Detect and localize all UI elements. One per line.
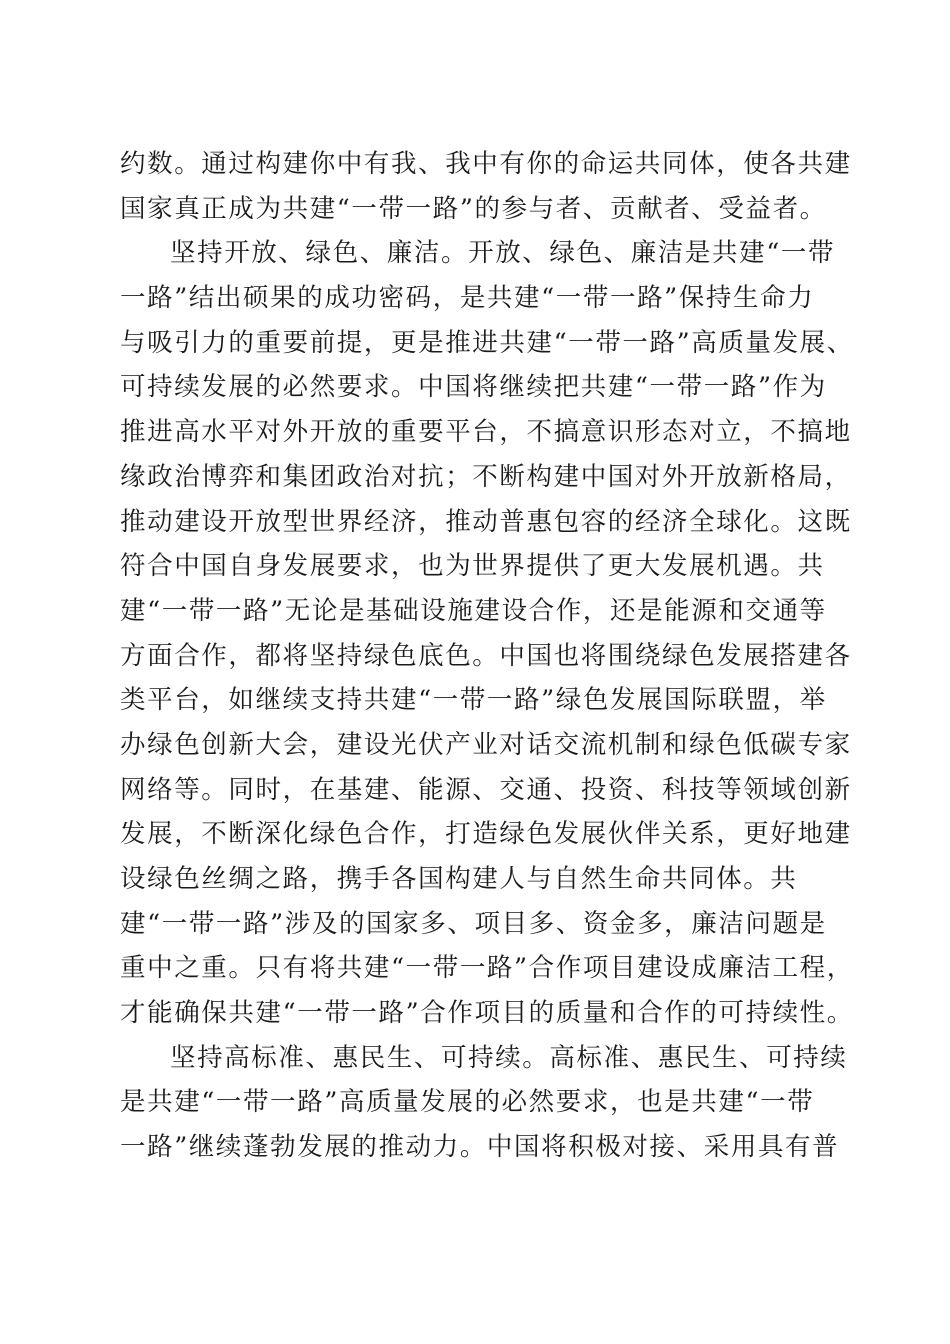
text-line: 与吸引力的重要前提，更是推进共建“一带一路”高质量发展、 [120, 327, 854, 358]
text-line: 办绿色创新大会，建设光伏产业对话交流机制和绿色低碳专家 [120, 729, 852, 760]
text-line: 类平台，如继续支持共建“一带一路”绿色发展国际联盟，举 [120, 685, 827, 716]
text-line: 网络等。同时，在基建、能源、交通、投资、科技等领域创新 [120, 774, 852, 805]
text-line: 方面合作，都将坚持绿色底色。中国也将围绕绿色发展搭建各 [120, 640, 852, 671]
text-line: 一路”结出硕果的成功密码，是共建“一带一路”保持生命力 [120, 283, 815, 314]
text-line: 才能确保共建“一带一路”合作项目的质量和合作的可持续性。 [120, 998, 854, 1029]
text-line: 推进高水平对外开放的重要平台，不搞意识形态对立，不搞地 [120, 417, 852, 448]
text-line: 推动建设开放型世界经济，推动普惠包容的经济全球化。这既 [120, 506, 852, 537]
paragraph-start-line: 坚持开放、绿色、廉洁。开放、绿色、廉洁是共建“一带 [170, 238, 836, 269]
paragraph-start-line: 坚持高标准、惠民生、可持续。高标准、惠民生、可持续 [170, 1042, 848, 1073]
text-line: 设绿色丝绸之路，携手各国构建人与自然生命共同体。共 [120, 864, 798, 894]
text-line: 符合中国自身发展要求，也为世界提供了更大发展机遇。共 [120, 551, 825, 582]
text-line: 建“一带一路”无论是基础设施建设合作，还是能源和交通等 [120, 595, 827, 626]
text-line: 国家真正成为共建“一带一路”的参与者、贡献者、受益者。 [120, 193, 827, 224]
text-line: 约数。通过构建你中有我、我中有你的命运共同体，使各共建 [120, 149, 852, 179]
text-line: 可持续发展的必然要求。中国将继续把共建“一带一路”作为 [120, 372, 827, 403]
text-line: 重中之重。只有将共建“一带一路”合作项目建设成廉洁工程， [120, 953, 854, 984]
text-line: 建“一带一路”涉及的国家多、项目多、资金多，廉洁问题是 [120, 908, 827, 939]
body-text [120, 142, 854, 1170]
text-line: 是共建“一带一路”高质量发展的必然要求，也是共建“一带 [120, 1087, 815, 1118]
text-line: 缘政治博弈和集团政治对抗；不断构建中国对外开放新格局， [120, 461, 852, 492]
text-line: 一路”继续蓬勃发展的推动力。中国将积极对接、采用具有普 [120, 1132, 840, 1163]
text-line: 发展，不断深化绿色合作，打造绿色发展伙伴关系，更好地建 [120, 819, 852, 850]
